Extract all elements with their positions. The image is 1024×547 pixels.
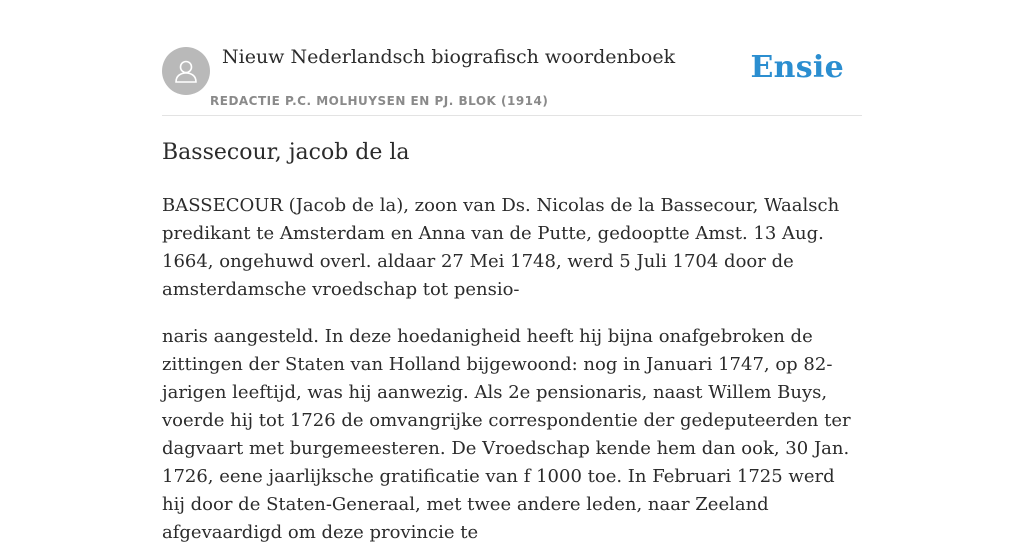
book-header (162, 0, 862, 116)
user-icon (172, 57, 200, 85)
avatar[interactable] (162, 47, 210, 95)
book-title[interactable]: Nieuw Nederlandsch biografisch woordenboek (222, 46, 676, 68)
article-container (162, 0, 862, 543)
entry-paragraph: BASSECOUR (Jacob de la), zoon van Ds. Nicolas de la Bassecour, Waalsch predikant te Amsterdam en Anna van de Putte, gedooptte Amst. 13 Aug. 1664, ongehuwd overl. aldaar 27 Mei 1748, werd 5 Juli 1704 door de amsterdamsche vroedschap tot pensio- (162, 195, 840, 300)
entry-title: Bassecour, jacob de la (162, 140, 410, 165)
book-editors: REDACTIE P.C. MOLHUYSEN EN PJ. BLOK (1914) (210, 94, 549, 108)
ensie-logo[interactable]: Ensie (750, 50, 844, 85)
entry-paragraph: naris aangesteld. In deze hoedanigheid heeft hij bijna onafgebroken de zittingen der Staten van Holland bijgewoond: nog in Januari 1747, op 82-jarigen leeftijd, was hij aanwezig. Als 2e pensionaris, naast Willem Buys, voerde hij tot 1726 de omvangrijke correspondentie der gedeputeerden ter dagvaart met burgemeesteren. De Vroedschap kende hem dan ook, 30 Jan. 1726, eene jaarlijksche gratificatie van f 1000 toe. In Februari 1725 werd hij door de Staten-Generaal, met twee andere leden, naar Zeeland afgevaardigd om deze provincie te (162, 326, 851, 543)
